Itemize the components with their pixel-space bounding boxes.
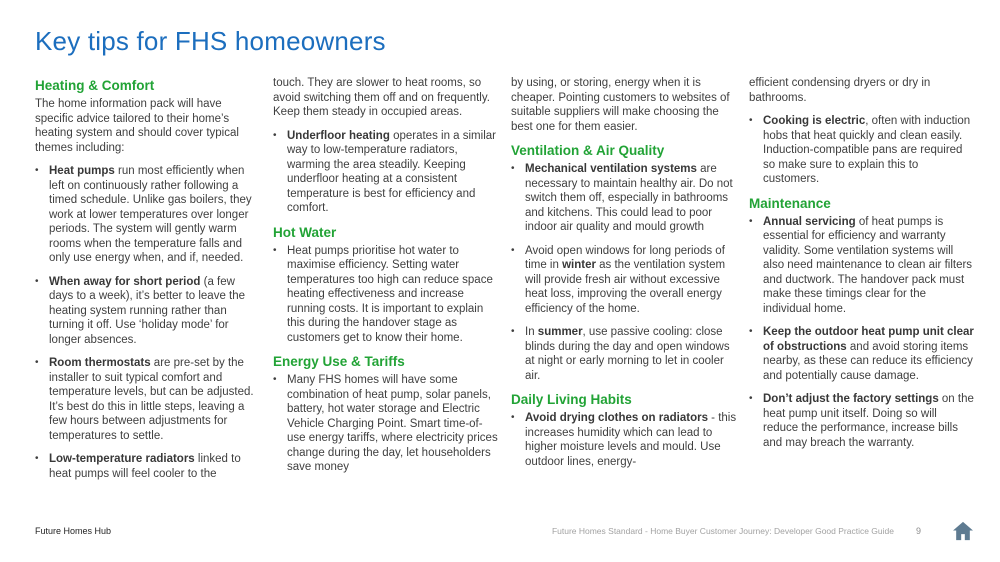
bullet-hot-water-priority [273, 244, 499, 346]
bullet-underfloor-heating [273, 129, 499, 216]
bullet-text: Room thermostats are pre-set by the installer to suit typical comfort and temperature levels, but can be adjusted. It’s best do this in little steps, leaving a few hours between adjustments for temperatures to settle. [49, 357, 254, 442]
bullet-dot: • [749, 215, 753, 227]
bullet-text: Heat pumps run most efficiently when left on continuously rather following a timed schedule. Unlike gas boilers, they work at lower temperatures over longer periods. The system will gently warm rooms when the temperature falls and only use energy when, and if, needed. [49, 165, 252, 264]
column-4 [749, 76, 975, 490]
bullet-away-short-period [35, 275, 261, 348]
bullet-room-thermostats [35, 356, 261, 443]
paragraph-tariffs-continued: by using, or storing, energy when it is cheaper. Pointing customers to websites of suitable suppliers will make choosing the best one for them easier. [511, 77, 730, 133]
bullet-text: Low-temperature radiators linked to heat pumps will feel cooler to the [49, 453, 241, 480]
bullet-text: Cooking is electric, often with induction hobs that heat quickly and clean easily. Induction-compatible pans are required so make sure to explain this to customers. [763, 115, 971, 185]
bullet-summer-cooling [511, 325, 737, 383]
bullet-text: Mechanical ventilation systems are necessary to maintain healthy air. Do not switch them off, especially in bathrooms and kitchens. This could lead to poor indoor air quality and mould growth [525, 163, 733, 233]
bullet-dot: • [273, 244, 277, 256]
bullet-text: Underfloor heating operates in a similar way to low-temperature radiators, warming the area steadily. Keeping underfloor heating at a consistent temperature is best for efficiency and comfort. [287, 129, 496, 214]
bullet-dot: • [35, 453, 39, 464]
bullet-winter-windows [511, 244, 737, 317]
bullet-annual-servicing [749, 215, 975, 317]
column-3 [511, 76, 737, 490]
heading-maintenance: Maintenance [749, 195, 831, 211]
bullet-text: Avoid drying clothes on radiators - this increases humidity which can lead to higher moisture levels and mould. Use outdoor lines, energy- [525, 412, 737, 468]
bullet-dot: • [35, 275, 39, 287]
bullet-outdoor-unit-clear [749, 325, 975, 383]
bullet-dot: • [511, 163, 515, 174]
footer-doc-title: Future Homes Standard - Home Buyer Customer Journey: Developer Good Practice Guide [551, 526, 894, 536]
bullet-dot: • [273, 129, 277, 141]
paragraph-dryers-continued: efficient condensing dryers or dry in bathrooms. [749, 77, 931, 104]
bullet-text: When away for short period (a few days to a week), it’s better to leave the heating system running rather than turning it off. Use ‘holiday mode’ for longer absences. [49, 275, 246, 346]
heading-heating-comfort: Heating & Comfort [35, 78, 155, 93]
heading-hot-water: Hot Water [273, 224, 337, 240]
bullet-text: Keep the outdoor heat pump unit clear of obstructions and avoid storing items nearby, as these can reduce its efficiency and potentially cause damage. [763, 326, 974, 382]
column-2 [273, 76, 499, 490]
bullet-dot: • [749, 393, 753, 404]
bullet-text: In summer, use passive cooling: close blinds during the day and open windows at night or early morning to let in cooler air. [525, 326, 730, 382]
footer-org: Future Homes Hub [35, 526, 112, 536]
page-title: Key tips for FHS homeowners [35, 26, 386, 56]
bullet-low-temp-radiators [35, 452, 261, 481]
bullet-factory-settings [749, 392, 975, 450]
heading-daily-living-habits: Daily Living Habits [511, 392, 632, 407]
bullet-dot: • [35, 165, 39, 176]
bullet-dot: • [511, 244, 515, 256]
bullet-dot: • [35, 357, 39, 368]
bullet-energy-tariffs [273, 373, 499, 475]
bullet-dot: • [511, 326, 515, 337]
bullet-dot: • [749, 326, 753, 337]
bullet-dot: • [749, 115, 753, 126]
footer-page-number: 9 [915, 526, 921, 536]
home-icon[interactable] [951, 521, 975, 542]
bullet-text: Many FHS homes will have some combination of heat pump, solar panels, battery, hot water storage and Electric Vehicle Charging Point. Smart time-of-use energy tariffs, where electricity prices change during the day, let householders save money [287, 374, 498, 473]
heading-energy-use-tariffs: Energy Use & Tariffs [273, 354, 405, 369]
bullet-text: Annual servicing of heat pumps is essential for efficiency and warranty validity. Some ventilation systems will also need maintenance to clean air filters and ductwork. The handover pack must make these timings clear for the individual home. [763, 215, 973, 315]
bullet-cooking-electric [749, 114, 975, 187]
bullet-text: Avoid open windows for long periods of time in winter as the ventilation system will provide fresh air without excessive heat loss, improving the overall energy efficiency of the home. [525, 244, 726, 315]
intro-paragraph: The home information pack will have specific advice tailored to their home’s heating system and should cover typical themes including: [35, 98, 239, 154]
column-1 [35, 76, 261, 490]
heading-ventilation-air-quality: Ventilation & Air Quality [511, 143, 665, 158]
bullet-text: Heat pumps prioritise hot water to maximise efficiency. Setting water temperatures too high can reduce space heating effectiveness and increase running costs. It is important to explain this during the handover stage as customers get to know their home. [287, 244, 493, 344]
bullet-mechanical-ventilation [511, 162, 737, 235]
content-columns [35, 76, 975, 490]
bullet-dot: • [273, 374, 277, 385]
bullet-drying-clothes [511, 411, 737, 469]
footer [35, 521, 975, 541]
footer-right [552, 521, 975, 542]
paragraph-radiators-continued: touch. They are slower to heat rooms, so avoid switching them off and on frequently. Keep them steady in occupied areas. [273, 77, 490, 118]
bullet-heat-pumps [35, 164, 261, 266]
bullet-text: Don’t adjust the factory settings on the heat pump unit itself. Doing so will reduce the performance, increase bills and may breach the warranty. [763, 393, 974, 449]
bullet-dot: • [511, 412, 515, 423]
